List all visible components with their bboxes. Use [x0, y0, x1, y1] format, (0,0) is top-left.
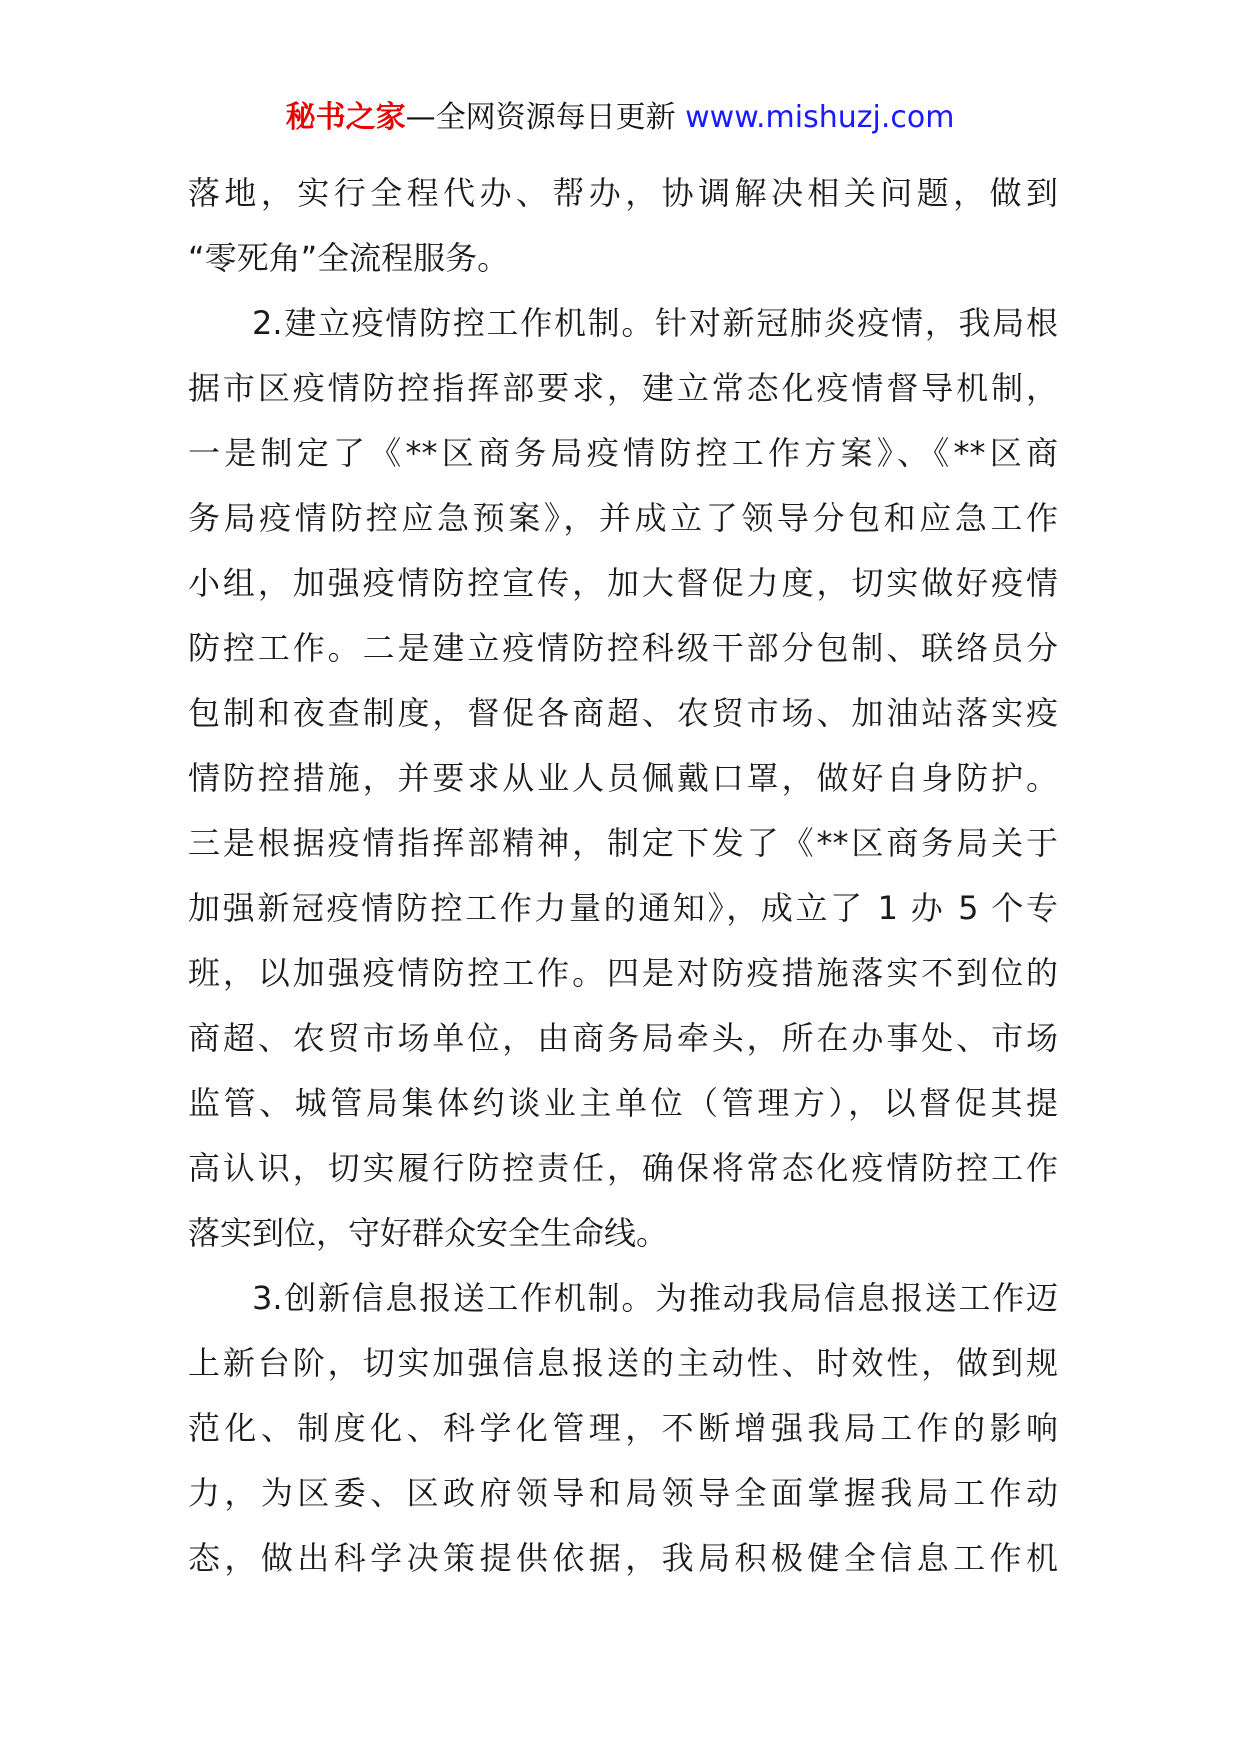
text-line: 小组，加强疫情防控宣传，加大督促力度，切实做好疫情 [188, 564, 1058, 602]
text-line: 监管、城管局集体约谈业主单位（管理方），以督促其提 [188, 1084, 1058, 1122]
text-line: “零死角”全流程服务。 [188, 239, 510, 277]
document-body [188, 161, 1058, 1591]
text-line: 落地，实行全程代办、帮办，协调解决相关问题，做到 [188, 174, 1058, 212]
text-line: 商超、农贸市场单位，由商务局牵头，所在办事处、市场 [188, 1019, 1058, 1057]
text-line: 上新台阶，切实加强信息报送的主动性、时效性，做到规 [188, 1344, 1058, 1382]
text-line: 情防控措施，并要求从业人员佩戴口罩，做好自身防护。 [188, 759, 1058, 797]
paragraph-start-line: 2.建立疫情防控工作机制。针对新冠肺炎疫情，我局根 [252, 304, 1058, 342]
text-line: 范化、制度化、科学化管理，不断增强我局工作的影响 [188, 1409, 1058, 1447]
text-line: 三是根据疫情指挥部精神，制定下发了《**区商务局关于 [188, 824, 1058, 862]
text-line: 力，为区委、区政府领导和局领导全面掌握我局工作动 [188, 1474, 1058, 1512]
text-line: 据市区疫情防控指挥部要求，建立常态化疫情督导机制， [188, 369, 1058, 407]
header-brand: 秘书之家 [285, 100, 406, 135]
text-line: 态，做出科学决策提供依据，我局积极健全信息工作机 [188, 1539, 1058, 1577]
text-line: 务局疫情防控应急预案》，并成立了领导分包和应急工作 [188, 499, 1058, 537]
text-line: 加强新冠疫情防控工作力量的通知》，成立了 1 办 5 个专 [188, 889, 1058, 927]
text-line: 防控工作。二是建立疫情防控科级干部分包制、联络员分 [188, 629, 1058, 667]
text-line: 一是制定了《**区商务局疫情防控工作方案》、《**区商 [188, 434, 1058, 472]
watermark-header [0, 98, 1240, 138]
header-url[interactable]: www.mishuzj.com [685, 100, 955, 135]
text-line: 高认识，切实履行防控责任，确保将常态化疫情防控工作 [188, 1149, 1058, 1187]
text-line: 班，以加强疫情防控工作。四是对防疫措施落实不到位的 [188, 954, 1058, 992]
header-tagline: —全网资源每日更新 [405, 100, 676, 135]
text-line: 落实到位，守好群众安全生命线。 [188, 1214, 669, 1252]
text-line: 包制和夜查制度，督促各商超、农贸市场、加油站落实疫 [188, 694, 1058, 732]
paragraph-start-line: 3.创新信息报送工作机制。为推动我局信息报送工作迈 [252, 1279, 1058, 1317]
